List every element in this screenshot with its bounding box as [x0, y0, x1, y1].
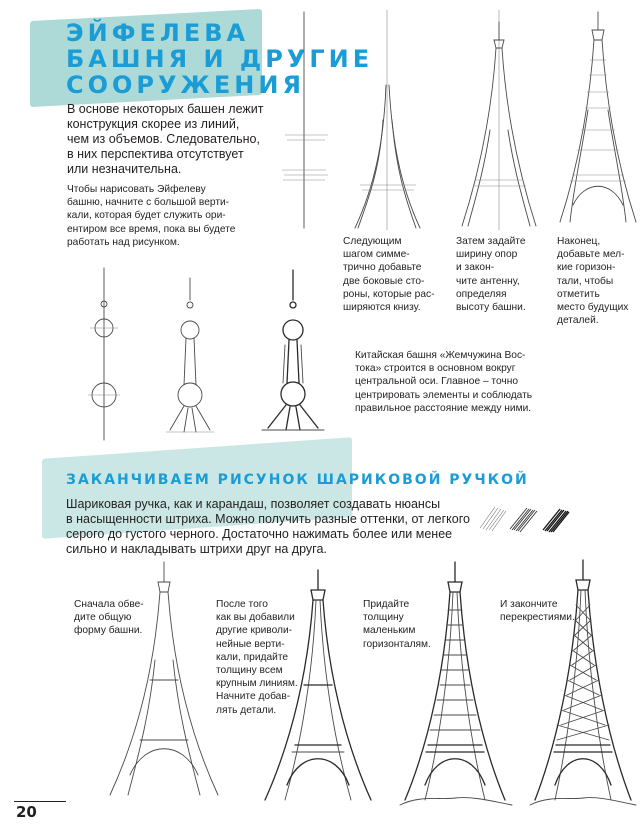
page-title-line-1: ЭЙФЕЛЕВА	[66, 19, 250, 47]
caption-line: Наконец,	[557, 236, 601, 247]
caption-line: определяя	[456, 288, 507, 300]
caption-line: толщину всем	[216, 665, 283, 677]
caption-line: Затем задайте	[456, 236, 526, 247]
caption-line: Начните добав-	[216, 691, 291, 703]
section-lead-line: серого до густого черного. Достаточно нажимать более или менее	[66, 527, 453, 541]
caption-line: высоту башни.	[456, 302, 526, 314]
intro-lead-line: В основе некоторых башен лежит	[67, 102, 264, 116]
caption-line: чите антенну,	[456, 275, 520, 287]
intro-lead-line: чем из объемов. Следовательно,	[67, 132, 260, 146]
caption-line: отметить	[557, 288, 600, 300]
caption-line: центрировать элементы и соблюдать	[355, 389, 533, 401]
caption-line: дите общую	[74, 612, 132, 624]
caption-line: роны, которые рас-	[343, 288, 435, 300]
caption-line: ширину опор	[456, 249, 518, 261]
caption-line: И закончите	[500, 599, 558, 610]
caption-line: центральной оси. Главное – точно	[355, 376, 519, 388]
section-lead-line: в насыщенности штриха. Можно получить разные оттенки, от легкого	[66, 512, 470, 526]
page-number: 20	[16, 803, 37, 821]
caption-line: толщину	[363, 612, 404, 624]
section-lead-line: сильно и накладывать штрихи друг на друга.	[66, 542, 327, 556]
caption-line: маленьким	[363, 625, 416, 637]
caption-line: форму башни.	[74, 625, 143, 637]
intro-body-line: ентиром все время, пока вы будете	[67, 223, 236, 235]
intro-body-line: Чтобы нарисовать Эйфелеву	[67, 184, 206, 195]
section-title: ЗАКАНЧИВАЕМ РИСУНОК ШАРИКОВОЙ РУЧКОЙ	[66, 472, 529, 488]
caption-line: место будущих	[557, 302, 629, 314]
page-title-line-3: СООРУЖЕНИЯ	[66, 71, 305, 99]
caption-line: кали, придайте	[216, 651, 289, 663]
pen-caption-step-1	[74, 598, 159, 638]
page-number-rule	[14, 801, 66, 802]
intro-lead-line: или незначительна.	[67, 162, 182, 176]
pen-caption-step-4	[500, 598, 585, 624]
pen-caption-step-3	[363, 598, 443, 651]
caption-line: кие горизон-	[557, 262, 616, 274]
caption-line: нейные верти-	[216, 638, 285, 650]
caption-line: крупным линиям.	[216, 678, 298, 690]
intro-body-line: кали, которая будет служить ори-	[67, 210, 226, 222]
caption-line: лять детали.	[216, 704, 277, 716]
intro-body-line: работать над рисунком.	[67, 236, 180, 248]
caption-line: Придайте	[363, 599, 410, 610]
caption-line: Сначала обве-	[74, 599, 144, 610]
caption-line: Китайская башня «Жемчужина Вос-	[355, 350, 526, 361]
page-title-line-2: БАШНЯ И ДРУГИЕ	[66, 45, 374, 73]
section-lead-line: Шариковая ручка, как и карандаш, позволяет создавать нюансы	[66, 497, 441, 511]
intro-body-line: башню, начните с большой верти-	[67, 197, 230, 209]
caption-line: тока» строится в основном вокруг	[355, 363, 516, 375]
caption-line: добавьте мел-	[557, 249, 625, 261]
caption-line: Следующим	[343, 236, 402, 247]
caption-line: две боковые сто-	[343, 275, 425, 287]
caption-line: деталей.	[557, 315, 599, 327]
pen-caption-step-2	[216, 598, 306, 717]
caption-line: шагом симме-	[343, 249, 410, 261]
caption-line: трично добавьте	[343, 262, 422, 274]
caption-line: После того	[216, 599, 268, 610]
caption-line: ширяются книзу.	[343, 302, 421, 314]
caption-line: перекрестиями.	[500, 612, 575, 624]
caption-line: тали, чтобы	[557, 275, 614, 287]
caption-line: и закон-	[456, 262, 495, 274]
intro-lead-line: в них перспектива отсутствует	[67, 147, 244, 161]
caption-line: другие криволи-	[216, 625, 293, 637]
caption-line: как вы добавили	[216, 612, 295, 624]
caption-line: правильное расстояние между ними.	[355, 402, 532, 414]
caption-line: горизонталям.	[363, 638, 431, 650]
intro-lead-line: конструкция скорее из линий,	[67, 117, 240, 131]
